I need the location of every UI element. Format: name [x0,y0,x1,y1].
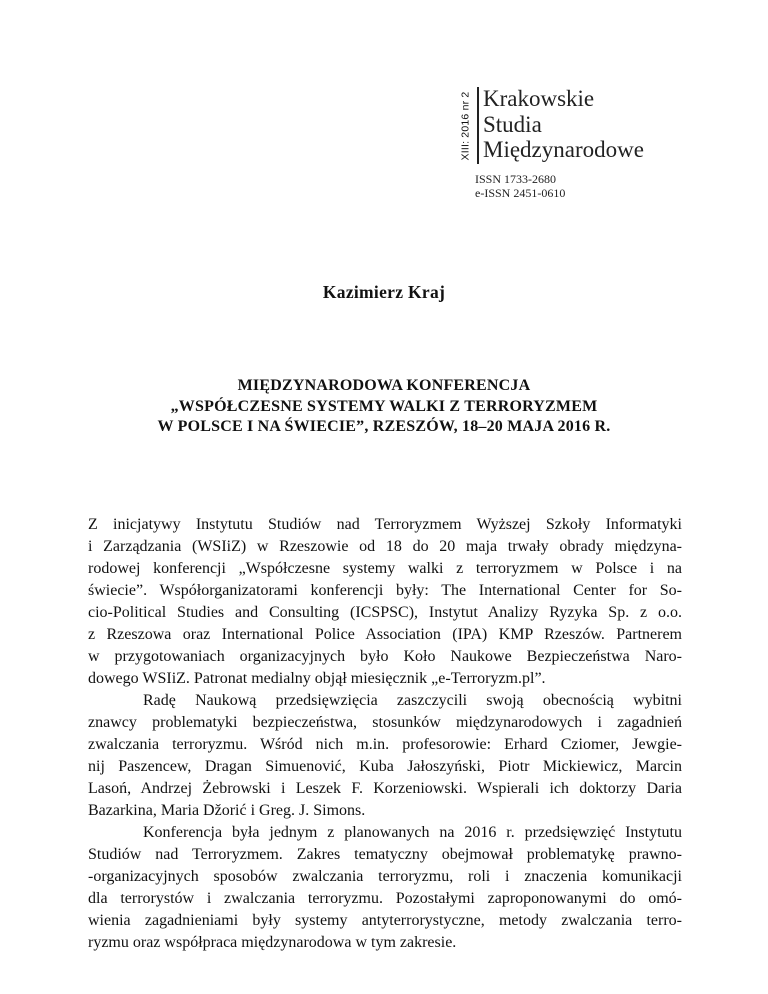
text-line: cio-Political Studies and Consulting (ICSPSC), Instytut Analizy Ryzyka Sp. z o.o. [88,604,682,621]
journal-title-line: Międzynarodowe [483,137,644,162]
article-title [0,376,768,438]
author-name: Kazimierz Kraj [322,282,446,302]
text-line: Bazarkina, Maria Džorić i Greg. J. Simons. [88,802,366,819]
paragraph-3 [88,822,682,954]
text-line: nij Paszencew, Dragan Simuenović, Kuba Jałoszyński, Piotr Mickiewicz, Marcin [88,758,682,775]
text-line: znawcy problematyki bezpieczeństwa, stosunków międzynarodowych i zagadnień [88,714,682,731]
text-line: świecie”. Współorganizatorami konferencji były: The International Center for So- [88,582,682,599]
text-line: ryzmu oraz współpraca międzynarodowa w tym zakresie. [88,934,457,951]
journal-title-line: Krakowskie [483,86,595,111]
text-line: Z inicjatywy Instytutu Studiów nad Terroryzmem Wyższej Szkoły Informatyki [88,516,682,533]
text-line: Konferencja była jednym z planowanych na 2016 r. przedsięwzięć Instytutu [143,824,682,841]
journal-divider [477,87,479,164]
paragraph-2 [88,690,682,822]
issn: ISSN 1733-2680 [475,172,557,186]
text-line: -organizacyjnych sposobów zwalczania terroryzmu, roli i znaczenia komunikacji [88,868,682,885]
text-line: dowego WSIiZ. Patronat medialny objął miesięcznik „e-Terroryzm.pl”. [88,670,546,687]
journal-issue: XIII: 2016 nr 2 [459,91,471,161]
text-line: dla terrorystów i zwalczania terroryzmu. Pozostałymi zaproponowanymi do omó- [88,890,682,907]
eissn: e-ISSN 2451-0610 [475,185,566,200]
article-body [88,514,682,954]
text-line: Lasoń, Andrzej Żebrowski i Leszek F. Korzeniowski. Wspierali ich doktorzy Daria [88,780,682,797]
text-line: Radę Naukową przedsięwzięcia zaszczycili swoją obecnością wybitni [143,692,682,709]
text-line: Studiów nad Terroryzmem. Zakres tematyczny obejmował problematykę prawno- [88,846,682,863]
text-line: w przygotowaniach organizacyjnych było Koło Naukowe Bezpieczeństwa Naro- [88,648,682,665]
journal-title [483,86,644,163]
article-title-line: „WSPÓŁCZESNE SYSTEMY WALKI Z TERRORYZMEM [170,397,598,415]
text-line: i Zarządzania (WSIiZ) w Rzeszowie od 18 do 20 maja trwały obrady międzyna- [88,538,682,555]
text-line: rodowej konferencji „Współczesne systemy walki z terroryzmem w Polsce i na [88,560,682,577]
article-title-line: MIĘDZYNARODOWA KONFERENCJA [237,377,531,394]
article-title-line: W POLSCE I NA ŚWIECIE”, RZESZÓW, 18–20 MAJA 2016 R. [157,418,611,435]
journal-title-line: Studia [483,111,542,137]
journal-issue-vertical [455,86,475,166]
issn-block [475,173,565,200]
paragraph-1 [88,514,682,690]
text-line: wienia zagadnieniami były systemy antyterrorystyczne, metody zwalczania terro- [88,912,682,929]
text-line: zwalczania terroryzmu. Wśród nich m.in. profesorowie: Erhard Cziomer, Jewgie- [88,736,682,753]
journal-header [455,86,695,166]
text-line: z Rzeszowa oraz International Police Association (IPA) KMP Rzeszów. Partnerem [88,626,682,643]
